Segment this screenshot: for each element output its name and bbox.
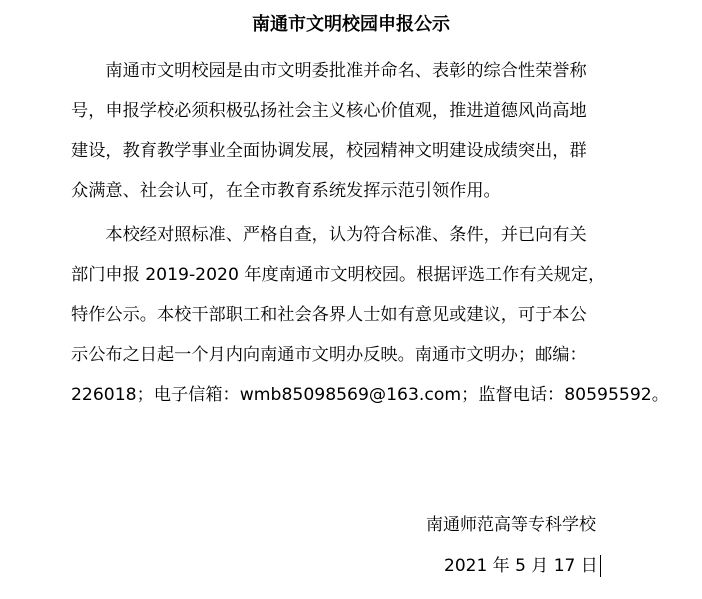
signature-school: 南通师范高等专科学校 — [426, 515, 596, 535]
text-line: 南通市文明校园是由市文明委批准并命名、表彰的综合性荣誉称 — [71, 61, 587, 81]
text-line: 示公布之日起一个月内向南通市文明办反映。南通市文明办；邮编： — [71, 345, 587, 365]
text-line: 特作公示。本校干部职工和社会各界人士如有意见或建议，可于本公 — [71, 305, 587, 325]
date-line[interactable] — [444, 553, 601, 579]
paragraph-declaration — [71, 215, 669, 415]
document-title: 南通市文明校园申报公示 — [252, 14, 450, 35]
text-line: 众满意、社会认可，在全市教育系统发挥示范引领作用。 — [71, 181, 501, 201]
text-line: 本校经对照标准、严格自查，认为符合标准、条件，并已向有关 — [71, 225, 587, 245]
text-line: 建设，教育教学事业全面协调发展，校园精神文明建设成绩突出，群 — [71, 141, 587, 161]
date-text: 2021 年 5 月 17 日 — [444, 556, 598, 576]
paragraph-intro — [71, 51, 631, 211]
text-cursor — [600, 555, 601, 577]
text-line: 号，申报学校必须积极弘扬社会主义核心价值观，推进道德风尚高地 — [71, 101, 587, 121]
text-line: 部门申报 2019-2020 年度南通市文明校园。根据评选工作有关规定， — [71, 265, 606, 285]
contact-line: 226018；电子信箱：wmb85098569@163.com；监督电话：80595592。 — [71, 385, 669, 405]
